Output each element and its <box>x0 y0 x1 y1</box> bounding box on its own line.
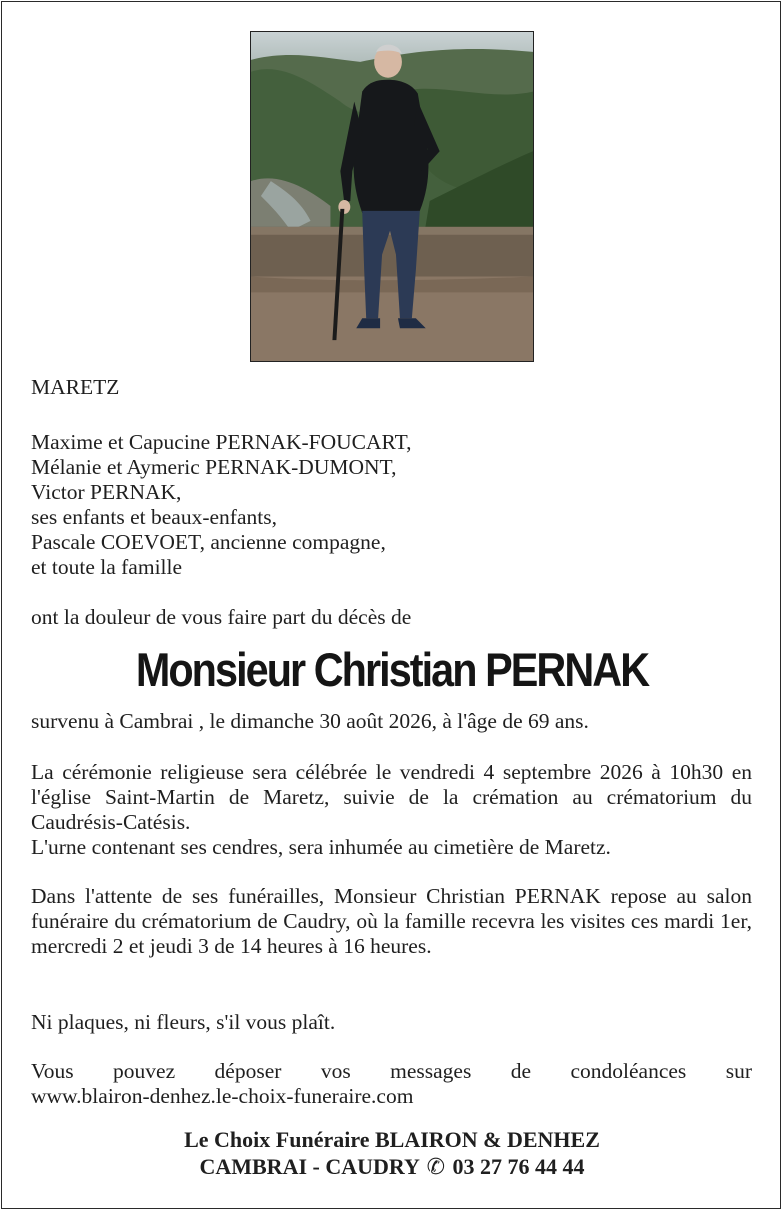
town-heading <box>31 375 752 400</box>
phone-icon: ✆ <box>426 1154 446 1179</box>
funeral-home-name <box>0 1126 784 1154</box>
visitation-block <box>31 884 752 959</box>
death-details: survenu à Cambrai , le dimanche 30 août 2026, à l'âge de 69 ans. <box>31 709 589 733</box>
funeral-home-contact <box>0 1153 784 1181</box>
condolences-block <box>31 1059 752 1109</box>
portrait-photo <box>250 31 534 362</box>
death-details-block <box>31 709 752 734</box>
urn-text: L'urne contenant ses cendres, sera inhumée au cimetière de Maretz. <box>31 835 611 859</box>
website-link[interactable]: www.blairon-denhez.le-choix-funeraire.com <box>31 1084 414 1108</box>
visitation-text: Dans l'attente de ses funérailles, Monsieur Christian PERNAK repose au salon funéraire du crématorium de Caudry, où la famille recevra les visites ces mardi 1er, mercredi 2 et jeudi 3 de 14 heures à 16 heures. <box>31 884 752 958</box>
family-line: Maxime et Capucine PERNAK-FOUCART, <box>31 430 412 454</box>
ceremony-text: La cérémonie religieuse sera célébrée le vendredi 4 septembre 2026 à 10h30 en l'église Saint-Martin de Maretz, suivie de la crémation au crématorium du Caudrésis-Catésis. <box>31 760 752 834</box>
ceremony-block <box>31 760 752 860</box>
company-phone[interactable]: 03 27 76 44 44 <box>452 1154 585 1179</box>
deceased-name: Monsieur Christian PERNAK <box>135 643 649 696</box>
no-flowers-block <box>31 1010 752 1035</box>
condolences-text: Vous pouvez déposer vos messages de condoléances sur <box>31 1059 752 1083</box>
photo-illustration <box>251 32 533 361</box>
announcement-text: ont la douleur de vous faire part du décès de <box>31 605 412 629</box>
no-flowers-text: Ni plaques, ni fleurs, s'il vous plaît. <box>31 1010 336 1034</box>
family-line: Victor PERNAK, <box>31 480 182 504</box>
family-line: Pascale COEVOET, ancienne compagne, <box>31 530 386 554</box>
family-line: ses enfants et beaux-enfants, <box>31 505 277 529</box>
company-name: Le Choix Funéraire BLAIRON & DENHEZ <box>184 1127 600 1152</box>
family-line: Mélanie et Aymeric PERNAK-DUMONT, <box>31 455 397 479</box>
family-line: et toute la famille <box>31 555 183 579</box>
company-location: CAMBRAI - CAUDRY <box>199 1154 420 1179</box>
family-list <box>31 430 752 580</box>
town-name: MARETZ <box>31 375 120 399</box>
announcement-block <box>31 605 752 630</box>
